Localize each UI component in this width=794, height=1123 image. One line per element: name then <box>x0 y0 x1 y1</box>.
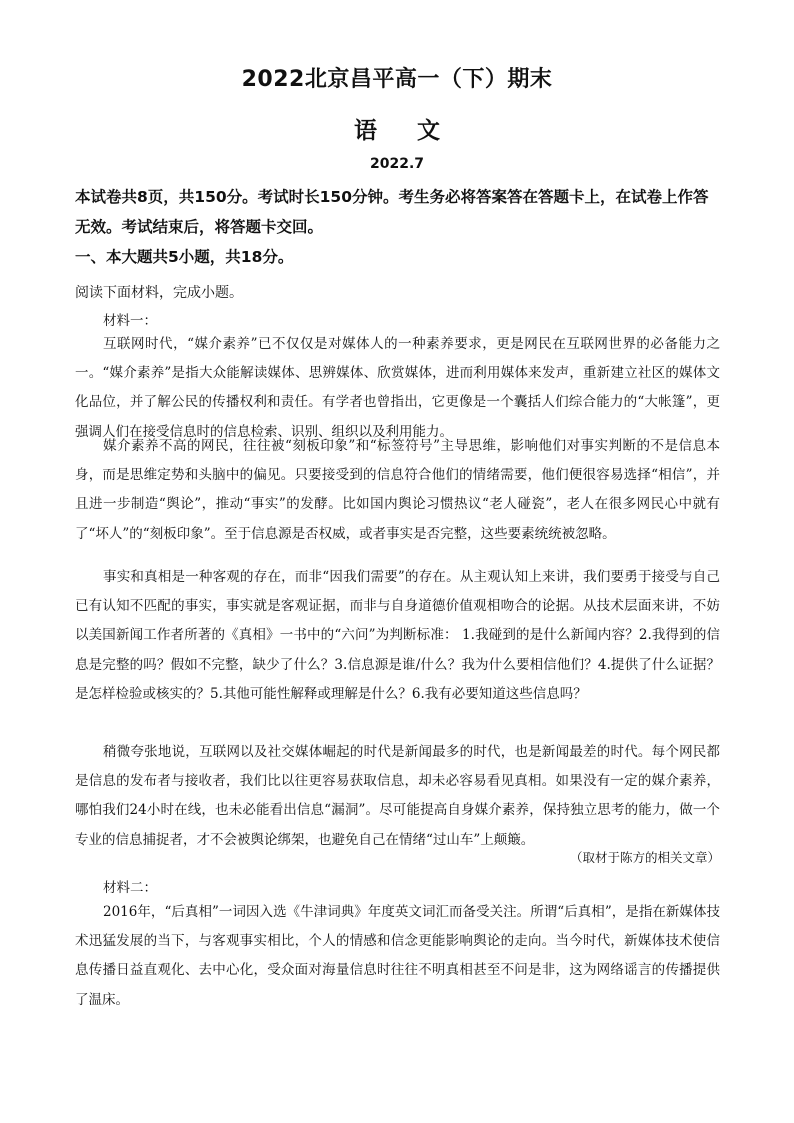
material1-paragraph: 稍微夸张地说，互联网以及社交媒体崛起的时代是新闻最多的时代，也是新闻最差的时代。每个网民都是信息的发布者与接收者，我们比以往更容易获取信息，却未必容易看见真相。如果没有一定的媒介素养，哪怕我们24小时在线，也未必能看出信息“漏洞”。尽可能提高自身媒介素养，保持独立思考的能力，做一个专业的信息捕捉者，才不会被舆论绑架，也避免自己在情绪“过山车”上颠簸。 <box>75 744 720 848</box>
exam-title: 2022北京昌平高一（下）期末 <box>241 67 553 92</box>
material1-paragraph: 媒介素养不高的网民，往往被“刻板印象”和“标签符号”主导思维，影响他们对事实判断的不是信息本身，而是思维定势和头脑中的偏见。只要接受到的信息符合他们的情绪需要，他们便很容易选择“相信”，并且进一步制造“舆论”，推动“事实”的发酵。比如国内舆论习惯热议“老人碰瓷”，老人在很多网民心中就有了“坏人”的“刻板印象”。至于信息源是否权威，或者事实是否完整，这些要素统统被忽略。 <box>75 438 720 542</box>
exam-notice: 本试卷共8页，共150分。考试时长150分钟。考生务必将答案答在答题卡上，在试卷上作答无效。考试结束后，将答题卡交回。 <box>75 188 709 236</box>
material1-label: 材料一： <box>103 313 157 329</box>
section-heading: 一、本大题共5小题，共18分。 <box>75 248 294 266</box>
material1-paragraph: 事实和真相是一种客观的存在，而非“因我们需要”的存在。从主观认知上来讲，我们要勇于接受与自己已有认知不匹配的事实，事实就是客观证据，而非与自身道德价值观相吻合的论据。从技术层面来讲，不妨以美国新闻工作者所著的《真相》一书中的“六问”为判断标准： 1.我碰到的是什么新闻内容？2.我得到的信息是完整的吗？假如不完整，缺少了什么？3.信息源是谁/什么？我为什么要相信他们？4.提供了什么证据？是怎样检验或核实的？5.其他可能性解释或理解是什么？6.我有必要知道这些信息吗？ <box>75 569 720 702</box>
material2-paragraph: 2016年，“后真相”一词因入选《牛津词典》年度英文词汇而备受关注。所谓“后真相”，是指在新媒体技术迅猛发展的当下，与客观事实相比，个人的情感和信念更能影响舆论的走向。当今时代，新媒体技术使信息传播日益直观化、去中心化，受众面对海量信息时往往不明真相甚至不问是非，这为网络谣言的传播提供了温床。 <box>75 904 720 1008</box>
material2-label: 材料二： <box>103 880 157 896</box>
exam-date: 2022.7 <box>369 156 425 172</box>
subject-heading: 语文 <box>354 118 480 144</box>
material1-paragraph: 互联网时代，“媒介素养”已不仅仅是对媒体人的一种素养要求，更是网民在互联网世界的必备能力之一。“媒介素养”是指大众能解读媒体、思辨媒体、欣赏媒体，进而利用媒体来发声，重新建立社区的媒体文化品位，并了解公民的传播权利和责任。有学者也曾指出，它更像是一个囊括人们综合能力的“大帐篷”，更强调人们在接受信息时的信息检索、识别、组织以及利用能力。 <box>75 336 720 440</box>
material1-source: （取材于陈方的相关文章） <box>569 850 720 865</box>
reading-instruction: 阅读下面材料，完成小题。 <box>75 285 243 301</box>
